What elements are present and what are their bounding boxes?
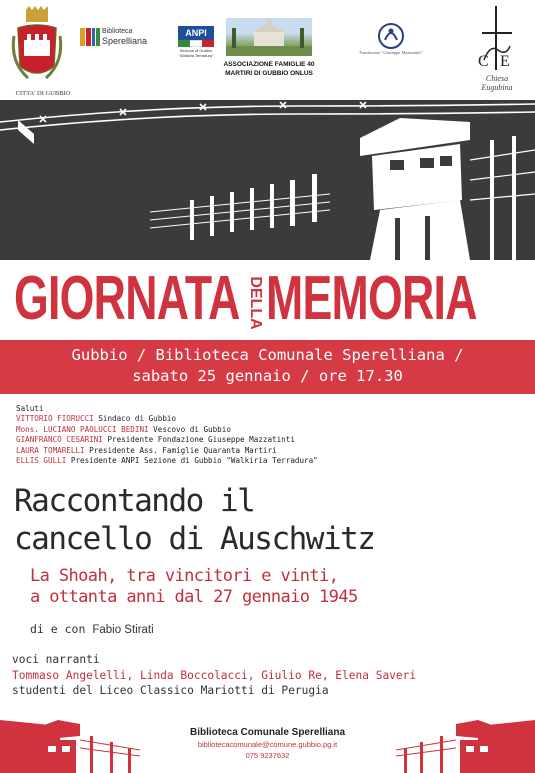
flag-white xyxy=(190,40,202,47)
foundation-caption: Fondazione "Giuseppe Mazzatinti" xyxy=(359,50,423,55)
library-mark-icon xyxy=(80,28,100,46)
watchtower-icon xyxy=(360,118,470,260)
footer-phone: 075 9237632 xyxy=(245,751,290,760)
author-prefix: di e con xyxy=(30,622,86,636)
svg-text:E: E xyxy=(500,53,510,70)
event-info-band xyxy=(0,340,535,394)
show-subtitle xyxy=(30,566,520,608)
headline-memoria: MEMORIA xyxy=(266,264,477,333)
greeting-row xyxy=(16,425,526,435)
event-location: Gubbio / Biblioteca Comunale Sperelliana / xyxy=(71,346,464,364)
author-line xyxy=(30,622,510,636)
footer-library-name: Biblioteca Comunale Sperelliana xyxy=(189,727,346,738)
greeting-name: GIANFRANCO CESARINI xyxy=(16,435,103,445)
library-name xyxy=(102,28,147,46)
voices-heading: voci narranti xyxy=(12,653,100,666)
greetings-list xyxy=(16,404,526,466)
association-caption: ASSOCIAZIONE FAMIGLIE 40 MARTIRI DI GUBBIO ONLUS xyxy=(223,61,315,77)
greeting-name: Mons. LUCIANO PAOLUCCI BEDINI xyxy=(16,424,149,434)
greeting-role: Presidente Ass. Famiglie Quaranta Martiri xyxy=(89,445,277,455)
foundation-logo xyxy=(346,22,436,62)
greeting-row xyxy=(16,446,526,456)
greeting-name: ELLIS GULLI xyxy=(16,456,67,466)
city-crest-logo xyxy=(8,6,71,97)
greeting-row xyxy=(16,456,526,466)
chiesa-caption xyxy=(468,74,526,92)
voices-names: Tommaso Angelelli, Linda Boccolacci, Giulio Re, Elena Saveri xyxy=(12,668,417,682)
camp-illustration-banner xyxy=(0,100,535,260)
show-title xyxy=(14,482,524,558)
headline-della-wrap xyxy=(246,270,264,336)
footer-contact xyxy=(140,726,395,761)
footer xyxy=(0,706,535,773)
voices-note: studenti del Liceo Classico Mariotti di Perugia xyxy=(12,684,329,697)
monument-icon xyxy=(226,18,312,56)
city-caption: CITTA' DI GUBBIO xyxy=(15,90,71,97)
greeting-role: Presidente ANPI Sezione di Gubbio "Walkiria Terradura" xyxy=(70,456,318,466)
library-line2: Sperelliana xyxy=(102,36,148,46)
svg-text:C: C xyxy=(478,53,489,70)
event-datetime: sabato 25 gennaio / ore 17.30 xyxy=(132,367,403,385)
logo-bar xyxy=(0,0,535,100)
library-logo xyxy=(80,26,168,52)
voices-section xyxy=(12,652,527,699)
flag-green xyxy=(178,40,190,47)
anpi-logo xyxy=(172,26,220,66)
anpi-caption: Sezione di Gubbio "Walkiria Terradura" xyxy=(178,48,214,58)
crown-shield-icon xyxy=(8,6,66,90)
greeting-row xyxy=(16,435,526,445)
flag-red xyxy=(202,40,214,47)
chiesa-caption-line1: Chiesa xyxy=(485,74,509,83)
library-line1: Biblioteca xyxy=(102,28,133,35)
greeting-role: Sindaco di Gubbio xyxy=(98,414,177,424)
show-subtitle-line1: La Shoah, tra vincitori e vinti, xyxy=(30,566,339,586)
greeting-role: Vescovo di Gubbio xyxy=(153,424,231,434)
association-logo xyxy=(223,18,315,100)
show-subtitle-line2: a ottanta anni dal 27 gennaio 1945 xyxy=(30,587,358,607)
monument-photo xyxy=(226,18,312,56)
main-headline xyxy=(0,262,535,340)
chiesa-logo xyxy=(466,6,528,96)
show-title-line1: Raccontando il xyxy=(14,483,255,519)
anpi-label: ANPI xyxy=(178,26,214,40)
footer-email-link[interactable]: bibliotecacomunale@comune.gubbio.pg.it xyxy=(197,740,338,749)
headline-della: DELLA xyxy=(247,276,264,330)
greeting-name: LAURA TOMARELLI xyxy=(16,445,85,455)
greeting-name: VITTORIO FIORUCCI xyxy=(16,414,94,424)
show-title-line2: cancello di Auschwitz xyxy=(14,521,375,557)
fence-posts-icon xyxy=(18,120,317,240)
headline-giornata: GIORNATA xyxy=(14,264,240,333)
camp-watchtower-illustration xyxy=(0,100,535,260)
greeting-row xyxy=(16,414,526,424)
cross-icon xyxy=(466,6,528,72)
author-name: Fabio Stirati xyxy=(92,624,154,636)
foundation-mark-icon xyxy=(376,22,406,50)
greetings-heading: Saluti xyxy=(16,404,44,413)
greeting-role: Presidente Fondazione Giuseppe Mazzatinti xyxy=(107,435,295,445)
chiesa-caption-line2: Eugubina xyxy=(481,83,513,92)
